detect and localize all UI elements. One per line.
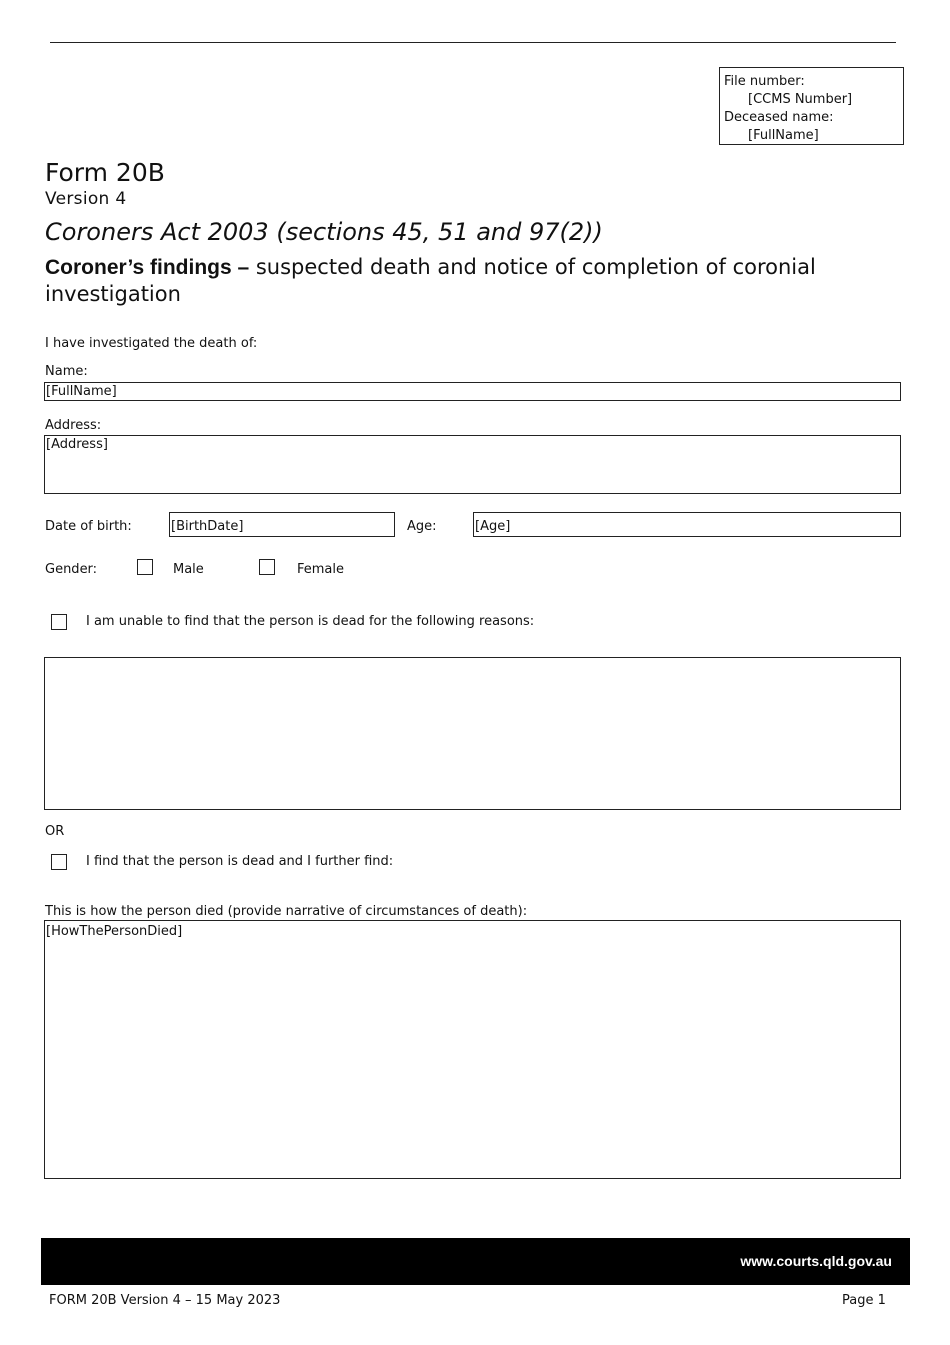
find-dead-label: I find that the person is dead and I further find: bbox=[86, 854, 394, 869]
reasons-field[interactable] bbox=[44, 657, 901, 810]
how-died-field[interactable]: [HowThePersonDied] bbox=[44, 920, 901, 1179]
unable-to-find-checkbox[interactable] bbox=[51, 614, 67, 630]
name-label: Name: bbox=[45, 364, 88, 379]
file-number-label: File number: bbox=[724, 74, 805, 89]
act-title: Coroners Act 2003 (sections 45, 51 and 97(2)) bbox=[45, 218, 603, 246]
name-field[interactable]: [FullName] bbox=[44, 382, 901, 401]
top-rule bbox=[50, 42, 896, 43]
deceased-name-value[interactable]: [FullName] bbox=[748, 128, 819, 143]
or-label: OR bbox=[45, 824, 65, 839]
file-number-value[interactable]: [CCMS Number] bbox=[748, 92, 853, 107]
male-label: Male bbox=[173, 562, 204, 577]
gender-label: Gender: bbox=[45, 562, 98, 577]
findings-title-bold: Coroner’s findings – bbox=[45, 256, 250, 279]
address-field[interactable]: [Address] bbox=[44, 435, 901, 494]
female-label: Female bbox=[297, 562, 345, 577]
footer-form-info: FORM 20B Version 4 – 15 May 2023 bbox=[49, 1293, 281, 1308]
form-version: Version 4 bbox=[45, 189, 127, 209]
female-checkbox[interactable] bbox=[259, 559, 275, 575]
address-label: Address: bbox=[45, 418, 102, 433]
footer-bar bbox=[41, 1238, 910, 1285]
dob-field[interactable]: [BirthDate] bbox=[169, 512, 395, 537]
unable-to-find-label: I am unable to find that the person is dead for the following reasons: bbox=[86, 614, 535, 629]
age-field[interactable]: [Age] bbox=[473, 512, 901, 537]
deceased-name-label: Deceased name: bbox=[724, 110, 834, 125]
findings-title-rest: suspected death and notice of completion of coronial investigation bbox=[45, 255, 816, 306]
dob-label: Date of birth: bbox=[45, 519, 132, 534]
intro-text: I have investigated the death of: bbox=[45, 336, 258, 351]
age-label: Age: bbox=[407, 519, 437, 534]
footer-page-number: Page 1 bbox=[842, 1293, 886, 1308]
male-checkbox[interactable] bbox=[137, 559, 153, 575]
form-title: Form 20B bbox=[45, 158, 165, 187]
file-info-box bbox=[719, 67, 904, 145]
findings-title bbox=[45, 254, 895, 307]
how-died-label: This is how the person died (provide narrative of circumstances of death): bbox=[45, 904, 528, 919]
find-dead-checkbox[interactable] bbox=[51, 854, 67, 870]
footer-url[interactable]: www.courts.qld.gov.au bbox=[740, 1253, 892, 1269]
